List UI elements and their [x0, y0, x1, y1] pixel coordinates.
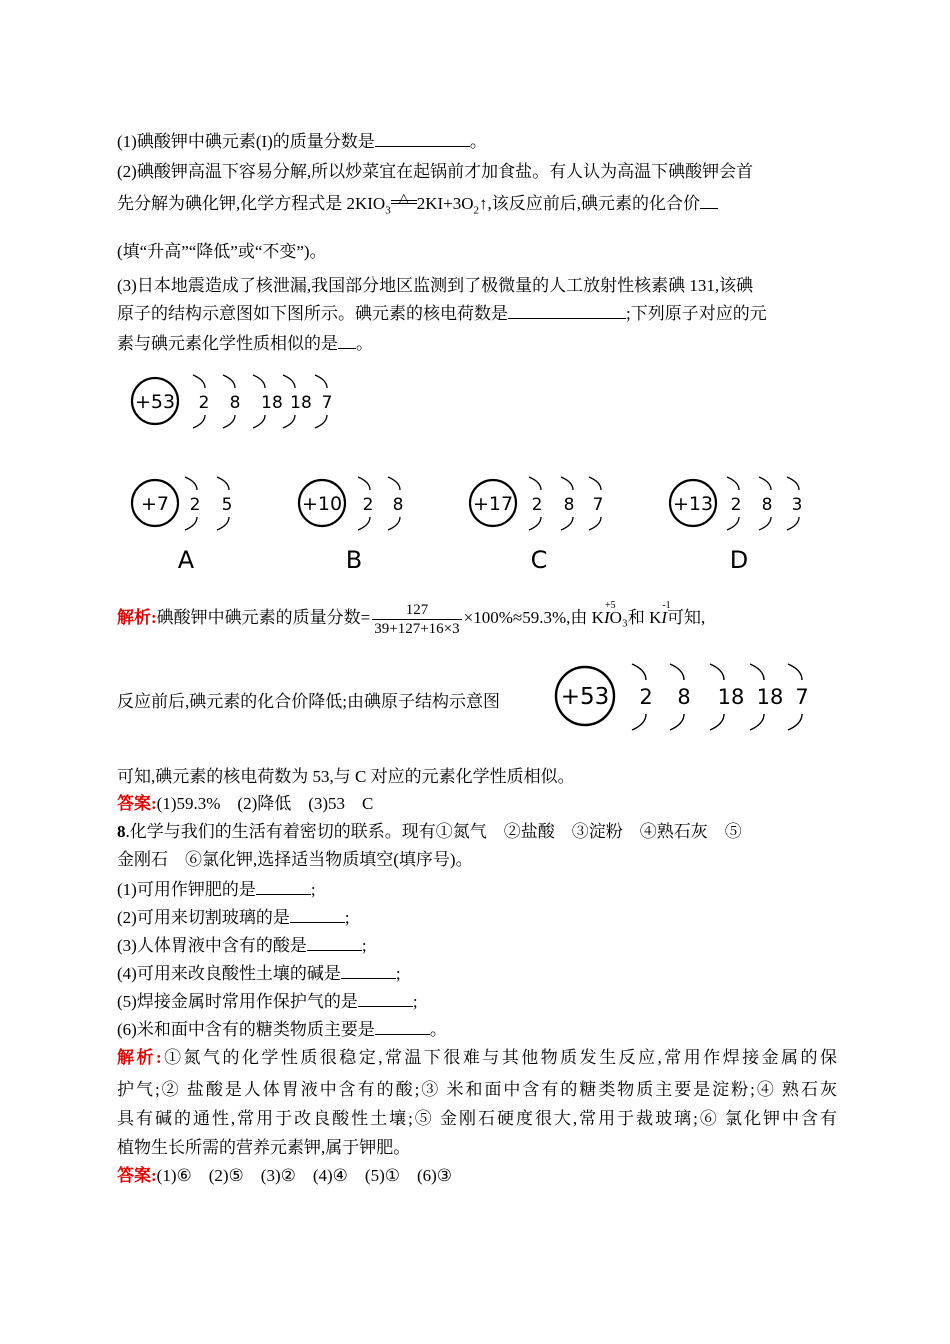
svg-text:5: 5: [221, 495, 233, 515]
option-a-diagram[interactable]: [125, 470, 255, 575]
q7-analysis-line3: 可知,碘元素的核电荷数为 53,与 C 对应的元素化学性质相似。: [117, 767, 575, 786]
option-d-diagram[interactable]: [663, 470, 823, 575]
answer-label: 答案:: [117, 794, 157, 813]
analysis-label: 解析:: [117, 608, 157, 627]
option-letter: B: [345, 546, 363, 574]
svg-text:2: 2: [531, 495, 543, 515]
shell-electrons: 8: [229, 393, 241, 413]
answer-blank[interactable]: [375, 1018, 430, 1035]
answer-label: 答案:: [117, 1166, 157, 1185]
q8-stem-line1: 8.化学与我们的生活有着密切的联系。现有①氮气 ②盐酸 ③淀粉 ④熟石灰 ⑤: [117, 822, 742, 841]
q7-analysis-line1: 解析:碘酸钾中碘元素的质量分数= $\frac{127}{39+127+16\times 3}$ ×100%≈59.3%,由 K +5 IO₃和 K -1 I可知,: [117, 600, 706, 637]
nucleus-charge: +53: [134, 391, 176, 413]
q8-analysis-line3: 具有碱的通性,常用于改良酸性土壤;⑤ 金刚石硬度很大,常用于裁玻璃;⑥ 氯化钾中含有: [117, 1109, 837, 1128]
iodine-atom-diagram: [125, 368, 355, 436]
q7-part3-line2: 原子的结构示意图如下图所示。碘元素的核电荷数是 ;下列原子对应的元: [117, 304, 767, 323]
svg-text:2: 2: [639, 685, 653, 709]
svg-text:+13: +13: [672, 493, 714, 515]
heating-condition: △: [391, 200, 417, 209]
svg-text:3: 3: [791, 495, 803, 515]
svg-text:18: 18: [717, 685, 745, 709]
q7-analysis-line2: 反应前后,碘元素的化合价降低;由碘原子结构示意图: [117, 692, 500, 711]
q8-item: (5)焊接金属时常用作保护气的是 ;: [117, 992, 418, 1011]
answer-blank[interactable]: [508, 302, 626, 319]
q7-part2-line2: 先分解为碘化钾,化学方程式是 $2KIO_3$ △ $2KI+3O_2↑$,该反应前后,碘元素的化合价: [117, 192, 837, 222]
option-b-diagram[interactable]: [292, 470, 422, 575]
q8-analysis-line4: 植物生长所需的营养元素钾,属于钾肥。: [117, 1138, 411, 1157]
svg-text:+7: +7: [140, 493, 170, 515]
option-c-diagram[interactable]: [463, 470, 623, 575]
answer-blank[interactable]: [307, 934, 362, 951]
answer-blank[interactable]: [341, 962, 396, 979]
shell-electrons: 18: [261, 393, 283, 413]
svg-text:+10: +10: [301, 493, 343, 515]
svg-text:8: 8: [677, 685, 691, 709]
shell-electrons: 7: [321, 393, 333, 413]
svg-text:2: 2: [730, 495, 742, 515]
answer-blank[interactable]: [338, 332, 356, 349]
analysis-label: 解析:: [117, 1048, 162, 1067]
q7-part2-line3: (填“升高”“降低”或“不变”)。: [117, 242, 327, 261]
svg-text:7: 7: [592, 495, 604, 515]
shell-electrons: 2: [198, 393, 210, 413]
q8-item: (4)可用来改良酸性土壤的碱是 ;: [117, 964, 401, 983]
option-letter: D: [729, 546, 749, 574]
shell-electrons: 18: [290, 393, 312, 413]
q8-analysis-line1: 解析:①氮气的化学性质很稳定,常温下很难与其他物质发生反应,常用作焊接金属的保: [117, 1048, 837, 1067]
svg-text:+17: +17: [472, 493, 514, 515]
answer-blank[interactable]: [358, 990, 413, 1007]
q8-analysis-line2: 护气;② 盐酸是人体胃液中含有的酸;③ 米和面中含有的糖类物质主要是淀粉;④ 熟石灰: [117, 1080, 837, 1099]
q8-item: (2)可用来切割玻璃的是 ;: [117, 908, 350, 927]
q8-stem-line2: 金刚石 ⑥氯化钾,选择适当物质填空(填序号)。: [117, 850, 473, 869]
q8-item: (6)米和面中含有的糖类物质主要是 。: [117, 1020, 447, 1039]
svg-text:2: 2: [362, 495, 374, 515]
q7-part3-line1: (3)日本地震造成了核泄漏,我国部分地区监测到了极微量的人工放射性核素碘 131,该碘: [117, 276, 754, 295]
svg-text:8: 8: [392, 495, 404, 515]
answer-blank[interactable]: [700, 192, 718, 209]
answer-blank[interactable]: [256, 878, 311, 895]
svg-text:7: 7: [795, 685, 809, 709]
svg-text:8: 8: [563, 495, 575, 515]
svg-text:+53: +53: [560, 684, 610, 710]
svg-text:18: 18: [756, 685, 784, 709]
answer-blank[interactable]: [375, 130, 470, 147]
question-number: 8: [117, 822, 126, 841]
iodine-atom-diagram-analysis: [550, 658, 820, 740]
answer-blank[interactable]: [290, 906, 345, 923]
option-letter: A: [177, 546, 195, 574]
svg-text:2: 2: [189, 495, 201, 515]
valence-iodate: +5 I: [603, 600, 616, 627]
q7-part3-line3: 素与碘元素化学性质相似的是 。: [117, 334, 373, 353]
mass-fraction: $\frac{127}{39+127+16\times 3}$: [374, 601, 460, 637]
q7-answer: 答案:(1)59.3% (2)降低 (3)53 C: [117, 794, 374, 813]
valence-iodide: -1 I: [661, 600, 671, 627]
q8-answer: 答案:(1)⑥ (2)⑤ (3)② (4)④ (5)① (6)③: [117, 1166, 453, 1185]
q7-part2-line1: (2)碘酸钾高温下容易分解,所以炒菜宜在起锅前才加食盐。有人认为高温下碘酸钾会首: [117, 162, 754, 181]
q7-part1: (1)碘酸钾中碘元素(I)的质量分数是 。: [117, 132, 487, 151]
svg-text:8: 8: [761, 495, 773, 515]
q8-item: (3)人体胃液中含有的酸是 ;: [117, 936, 367, 955]
option-letter: C: [530, 546, 548, 574]
q8-item: (1)可用作钾肥的是 ;: [117, 880, 316, 899]
